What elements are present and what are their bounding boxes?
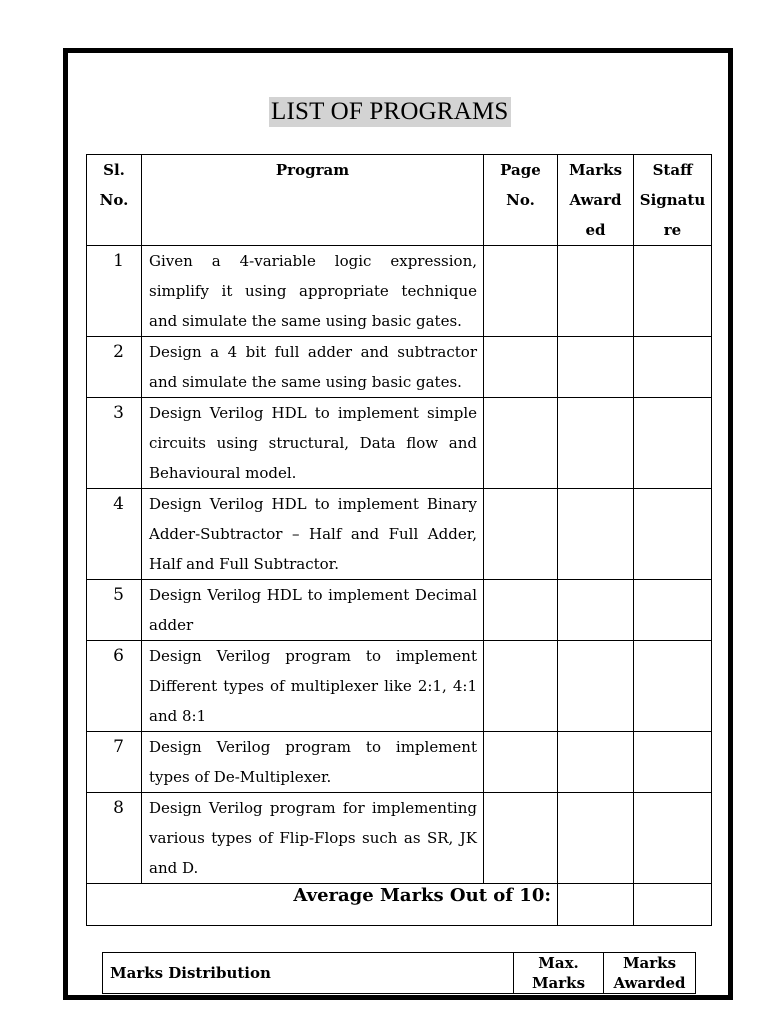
row-marks-cell bbox=[558, 641, 634, 732]
row-marks-cell bbox=[558, 732, 634, 793]
row-page-no-cell bbox=[484, 793, 558, 884]
row-signature-cell bbox=[634, 580, 712, 641]
table-row bbox=[87, 732, 712, 793]
header-program: Program bbox=[142, 155, 484, 246]
average-row bbox=[87, 884, 712, 926]
row-sl-number: 8 bbox=[87, 793, 142, 884]
average-signature-cell bbox=[634, 884, 712, 926]
row-marks-cell bbox=[558, 489, 634, 580]
row-page-no-cell bbox=[484, 337, 558, 398]
marks-distribution-table bbox=[102, 952, 696, 994]
table-row bbox=[87, 337, 712, 398]
table-row bbox=[87, 489, 712, 580]
row-page-no-cell bbox=[484, 246, 558, 337]
row-marks-cell bbox=[558, 580, 634, 641]
row-program-text: Design Verilog HDL to implement Decimal adder bbox=[142, 580, 484, 641]
row-signature-cell bbox=[634, 246, 712, 337]
row-signature-cell bbox=[634, 641, 712, 732]
row-sl-number: 7 bbox=[87, 732, 142, 793]
programs-table bbox=[86, 154, 712, 926]
average-marks-label: Average Marks Out of 10: bbox=[87, 884, 558, 926]
average-marks-cell bbox=[558, 884, 634, 926]
row-signature-cell bbox=[634, 337, 712, 398]
row-sl-number: 4 bbox=[87, 489, 142, 580]
table-row bbox=[87, 641, 712, 732]
row-marks-cell bbox=[558, 398, 634, 489]
row-page-no-cell bbox=[484, 641, 558, 732]
row-page-no-cell bbox=[484, 580, 558, 641]
row-program-text: Design Verilog program for implementing various types of Flip-Flops such as SR, JK and D. bbox=[142, 793, 484, 884]
header-page-no: Page No. bbox=[484, 155, 558, 246]
header-staff-signature: Staff Signatu re bbox=[634, 155, 712, 246]
row-program-text: Design Verilog HDL to implement simple circuits using structural, Data flow and Behavioural model. bbox=[142, 398, 484, 489]
row-marks-cell bbox=[558, 246, 634, 337]
row-signature-cell bbox=[634, 489, 712, 580]
marks-distribution-header-row bbox=[103, 953, 696, 994]
header-marks-awarded: Marks Award ed bbox=[558, 155, 634, 246]
row-page-no-cell bbox=[484, 489, 558, 580]
header-row bbox=[87, 155, 712, 246]
row-program-text: Design Verilog program to implement types of De-Multiplexer. bbox=[142, 732, 484, 793]
row-program-text: Design a 4 bit full adder and subtractor and simulate the same using basic gates. bbox=[142, 337, 484, 398]
marks-distribution-label: Marks Distribution bbox=[103, 953, 514, 994]
max-marks-label: Max. Marks bbox=[514, 953, 604, 994]
table-row bbox=[87, 246, 712, 337]
row-page-no-cell bbox=[484, 732, 558, 793]
row-signature-cell bbox=[634, 793, 712, 884]
row-program-text: Design Verilog program to implement Different types of multiplexer like 2:1, 4:1 and 8:1 bbox=[142, 641, 484, 732]
marks-awarded-label: Marks Awarded bbox=[604, 953, 696, 994]
row-signature-cell bbox=[634, 732, 712, 793]
row-program-text: Design Verilog HDL to implement Binary Adder-Subtractor – Half and Full Adder, Half and Full Subtractor. bbox=[142, 489, 484, 580]
row-program-text: Given a 4-variable logic expression, simplify it using appropriate technique and simulate the same using basic gates. bbox=[142, 246, 484, 337]
row-sl-number: 6 bbox=[87, 641, 142, 732]
row-signature-cell bbox=[634, 398, 712, 489]
row-page-no-cell bbox=[484, 398, 558, 489]
row-sl-number: 3 bbox=[87, 398, 142, 489]
table-row bbox=[87, 793, 712, 884]
row-marks-cell bbox=[558, 793, 634, 884]
page-title: LIST OF PROGRAMS bbox=[271, 98, 509, 125]
row-marks-cell bbox=[558, 337, 634, 398]
row-sl-number: 2 bbox=[87, 337, 142, 398]
table-row bbox=[87, 398, 712, 489]
table-row bbox=[87, 580, 712, 641]
row-sl-number: 5 bbox=[87, 580, 142, 641]
header-sl-no: Sl. No. bbox=[87, 155, 142, 246]
row-sl-number: 1 bbox=[87, 246, 142, 337]
